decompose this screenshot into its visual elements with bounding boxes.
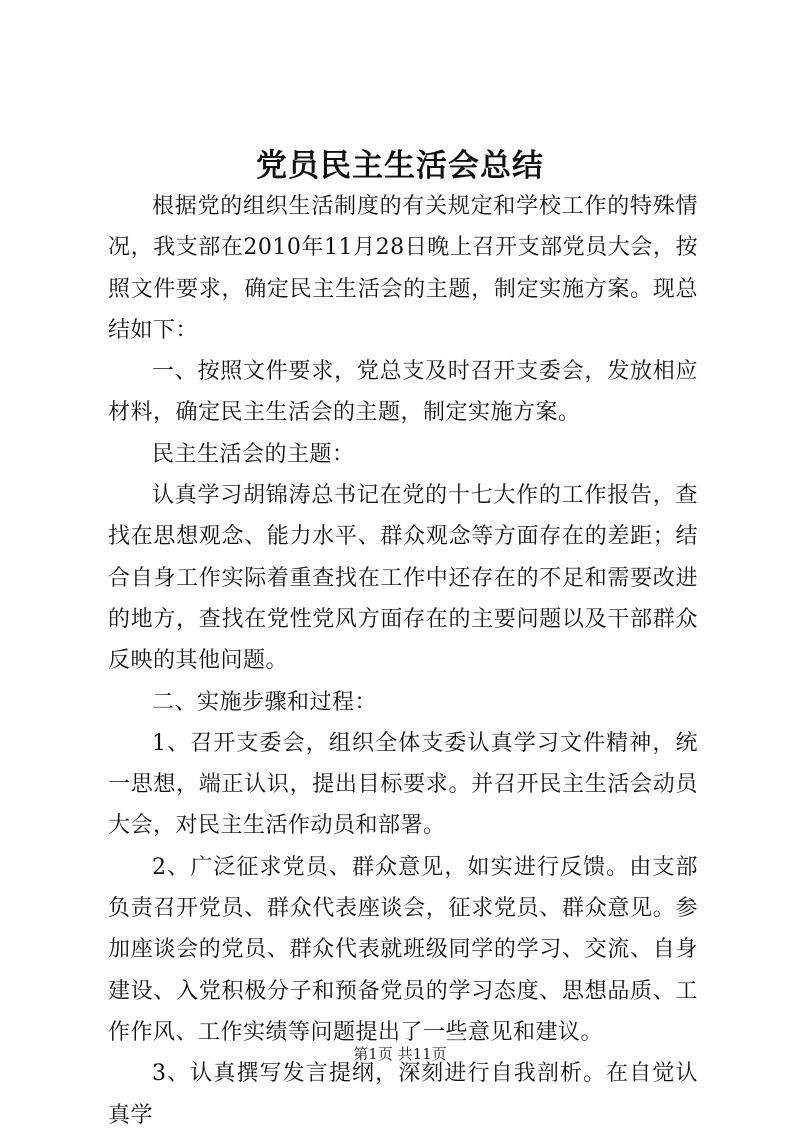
paragraph-intro: 根据党的组织生活制度的有关规定和学校工作的特殊情况，我支部在2010年11月28日晚上召开支部党员大会，按照文件要求，确定民主生活会的主题，制定实施方案。现总结如下： — [108, 194, 698, 343]
paragraph-theme-heading: 民主生活会的主题： — [152, 441, 355, 467]
paragraph-section-one: 一、按照文件要求，党总支及时召开支委会，发放相应材料，确定民主生活会的主题，制定实施方案。 — [108, 359, 698, 426]
document-body — [108, 186, 698, 1136]
document-title: 党员民主生活会总结 — [256, 148, 544, 184]
paragraph-step-one: 1、召开支委会，组织全体支委认真学习文件精神，统一思想，端正认识，提出目标要求。并召开民主生活会动员大会，对民主生活作动员和部署。 — [108, 730, 698, 839]
paragraph-step-three: 3、认真撰写发言提纲，深刻进行自我剖析。在自觉认真学 — [108, 1061, 698, 1128]
paragraph-theme-content: 认真学习胡锦涛总书记在党的十七大作的工作报告，查找在思想观念、能力水平、群众观念等方面存在的差距；结合自身工作实际着重查找在工作中还存在的不足和需要改进的地方，查找在党性党风方面存在的主要问题以及干部群众反映的其他问题。 — [108, 483, 698, 674]
paragraph-section-two: 二、实施步骤和过程： — [152, 689, 378, 715]
page-footer: 第1页 共11页 — [353, 1045, 447, 1063]
paragraph-step-two: 2、广泛征求党员、群众意见，如实进行反馈。由支部负责召开党员、群众代表座谈会，征求党员、群众意见。参加座谈会的党员、群众代表就班级同学的学习、交流、自身建设、入党积极分子和预备党员的学习态度、思想品质、工作作风、工作实绩等问题提出了一些意见和建议。 — [108, 854, 698, 1045]
